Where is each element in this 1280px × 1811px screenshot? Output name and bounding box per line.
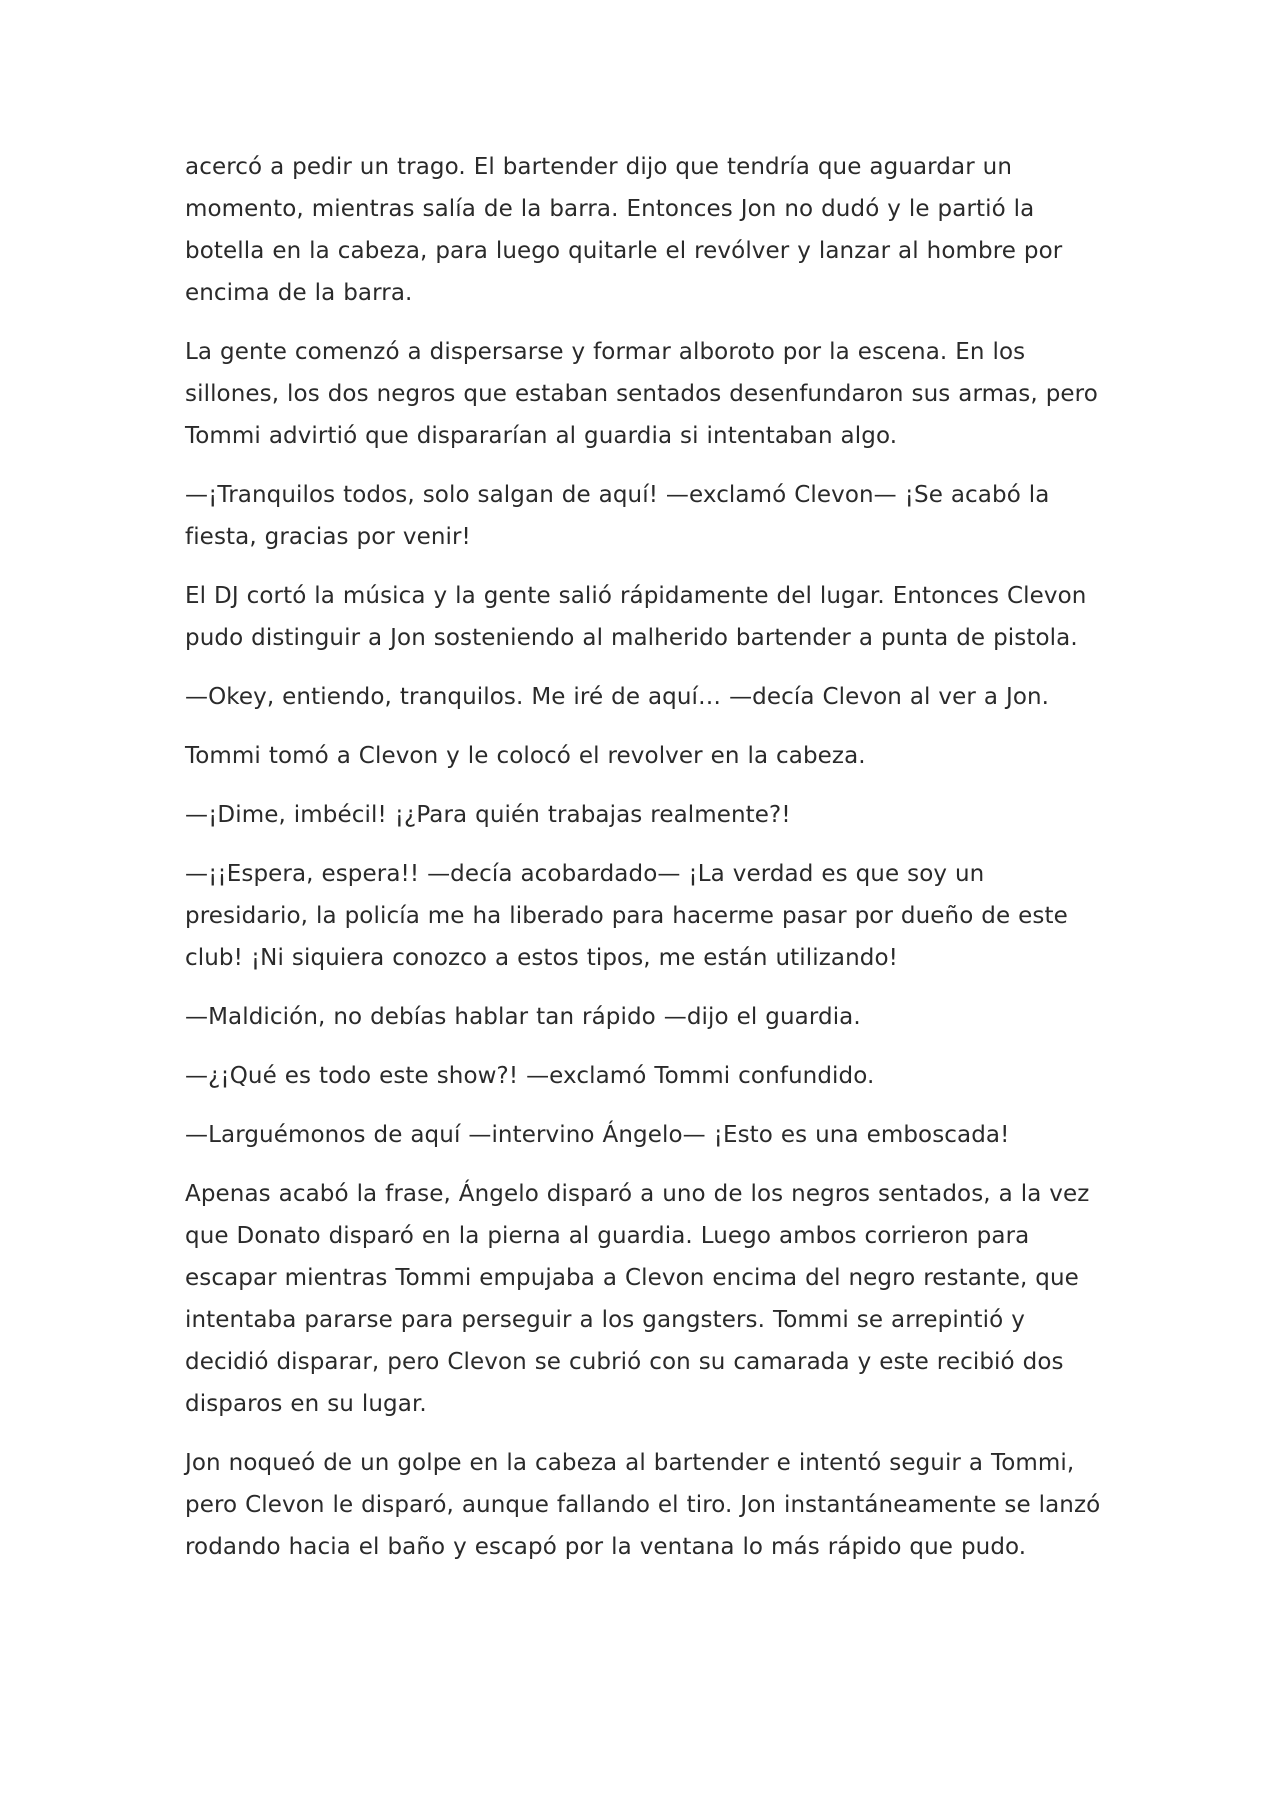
- paragraph: —¡Dime, imbécil! ¡¿Para quién trabajas realmente?!: [185, 802, 791, 828]
- paragraph: La gente comenzó a dispersarse y formar alboroto por la escena. En los sillones, los dos negros que estaban sentados desenfundaron sus armas, pero Tommi advirtió que dispararían al guardia si intentaban algo.: [185, 339, 1098, 449]
- paragraph: —Larguémonos de aquí —intervino Ángelo— ¡Esto es una emboscada!: [185, 1122, 1010, 1148]
- paragraph: —¡Tranquilos todos, solo salgan de aquí! —exclamó Clevon— ¡Se acabó la fiesta, gracias por venir!: [185, 482, 1050, 550]
- document-body: [185, 146, 1115, 1585]
- paragraph: Jon noqueó de un golpe en la cabeza al bartender e intentó seguir a Tommi, pero Clevon le disparó, aunque fallando el tiro. Jon instantáneamente se lanzó rodando hacia el baño y escapó por la ventana lo más rápido que pudo.: [185, 1450, 1101, 1560]
- paragraph: acercó a pedir un trago. El bartender dijo que tendría que aguardar un momento, mientras salía de la barra. Entonces Jon no dudó y le partió la botella en la cabeza, para luego quitarle el revólver y lanzar al hombre por encima de la barra.: [185, 154, 1063, 306]
- paragraph: —¿¡Qué es todo este show?! —exclamó Tommi confundido.: [185, 1063, 875, 1089]
- paragraph: Tommi tomó a Clevon y le colocó el revolver en la cabeza.: [185, 743, 866, 769]
- paragraph: Apenas acabó la frase, Ángelo disparó a uno de los negros sentados, a la vez que Donato disparó en la pierna al guardia. Luego ambos corrieron para escapar mientras Tommi empujaba a Clevon encima del negro restante, que intentaba pararse para perseguir a los gangsters. Tommi se arrepintió y decidió disparar, pero Clevon se cubrió con su camarada y este recibió dos disparos en su lugar.: [185, 1181, 1090, 1417]
- paragraph: —Maldición, no debías hablar tan rápido —dijo el guardia.: [185, 1004, 861, 1030]
- paragraph: —¡¡Espera, espera!! —decía acobardado— ¡La verdad es que soy un presidario, la policía me ha liberado para hacerme pasar por dueño de este club! ¡Ni siquiera conozco a estos tipos, me están utilizando!: [185, 861, 1068, 971]
- paragraph: —Okey, entiendo, tranquilos. Me iré de aquí… —decía Clevon al ver a Jon.: [185, 684, 1050, 710]
- paragraph: El DJ cortó la música y la gente salió rápidamente del lugar. Entonces Clevon pudo distinguir a Jon sosteniendo al malherido bartender a punta de pistola.: [185, 583, 1087, 651]
